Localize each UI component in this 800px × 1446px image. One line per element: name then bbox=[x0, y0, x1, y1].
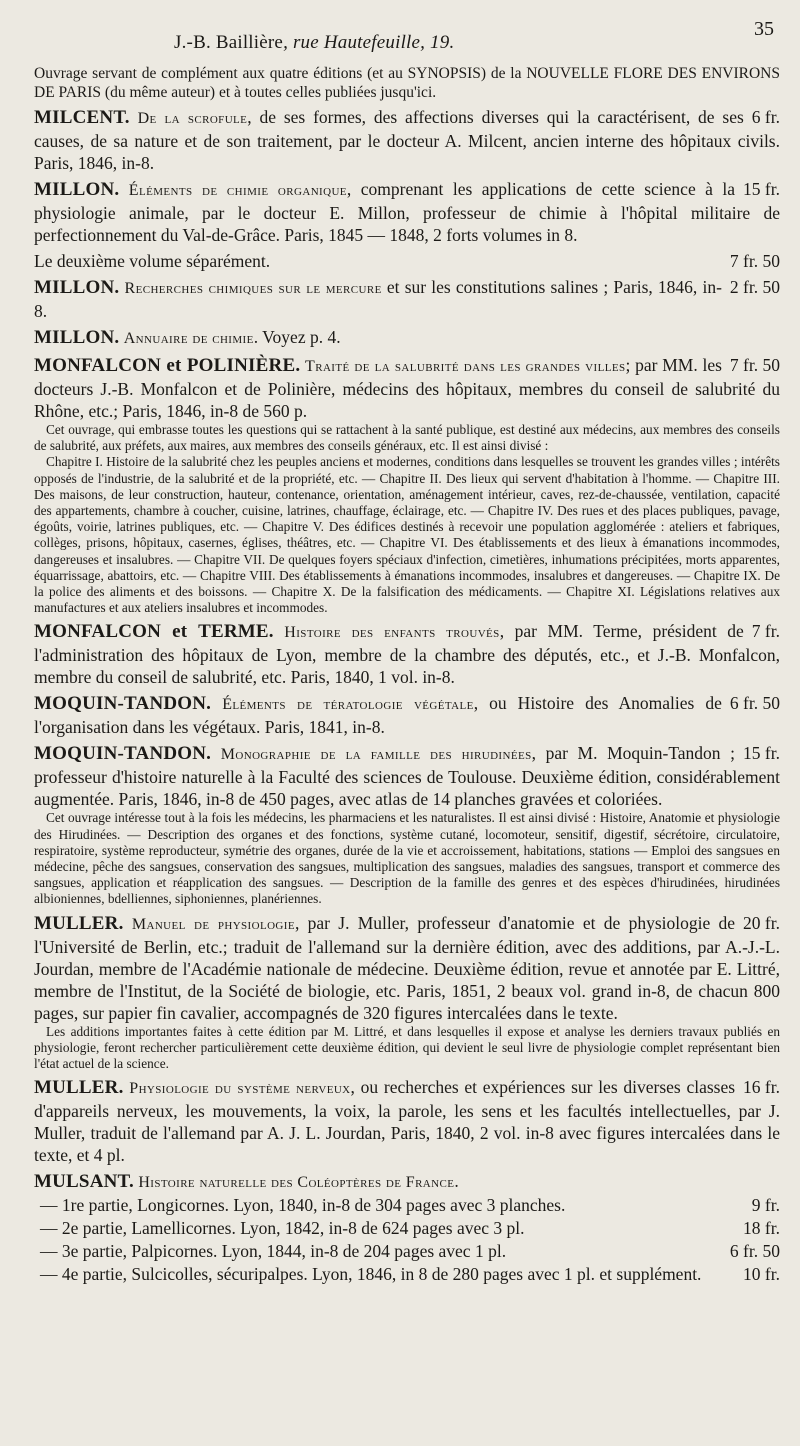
volume-text: — 3e partie, Palpicornes. Lyon, 1844, in-8 de 204 pages avec 1 pl. bbox=[40, 1241, 507, 1262]
entry-author: MILLON. bbox=[34, 179, 120, 200]
catalogue-entry bbox=[34, 326, 780, 350]
entry-author: MILLON. bbox=[34, 327, 120, 348]
entry-description: Cet ouvrage intéresse tout à la fois les médecins, les pharmaciens et les naturalistes. Il est ainsi divisé : Histoire, Anatomie et physiologie des Hirudinées. — Description des organes et des fonctions, système cutané, locomoteur, sensitif, digestif, sécrétoire, circulatoire, respiratoire, système reproducteur, symétrie des organes, durée de la vie et accroissement, habitations, stations — Emploi des sangsues en médecine, pêche des sangsues, conservation des sangsues, multiplication des sangsues, maladies des sangsues, transport et commerce des sangsues, application et réapplication des sangsues. — Description de la famille des genres et des espèces d'hirudinées, hirudinées albioniennes, bdelliennes, siphoniennes, planériennes. bbox=[34, 810, 780, 907]
entry-text: et sur les constitutions salines ; Paris, 1846, in-8. bbox=[34, 277, 722, 321]
entry-author: MONFALCON et POLINIÈRE. bbox=[34, 355, 301, 376]
entry-title: Annuaire de chimie bbox=[123, 330, 254, 347]
entry-author: MONFALCON et TERME. bbox=[34, 621, 274, 643]
publisher-line bbox=[174, 32, 454, 54]
catalogue-entries bbox=[34, 106, 780, 1194]
entry-author: MOQUIN-TANDON. bbox=[34, 693, 212, 715]
publisher-name: J.-B. Baillière bbox=[174, 32, 284, 53]
volume-text: — 1re partie, Longicornes. Lyon, 1840, in-8 de 304 pages avec 3 planches. bbox=[40, 1195, 566, 1216]
entry-price: 2 fr. 50 bbox=[729, 277, 780, 297]
entry-text: , par MM. Terme, président de l'administration des hôpitaux de Lyon, membre de la chambre des députés, etc., et J.-B. Monfalcon, membre du conseil de salubrité, etc. Paris, 1840, 1 vol. in-8. bbox=[34, 621, 780, 688]
volume-item bbox=[34, 1217, 780, 1240]
entry-text: . bbox=[454, 1171, 459, 1192]
entry-price: 7 fr. bbox=[751, 621, 780, 642]
publisher-address: , rue Hautefeuille, 19. bbox=[283, 32, 455, 53]
entry-text: , par J. Muller, professeur d'anatomie et de physiologie de l'Université de Berlin, etc.; traduit de l'allemand sur la dernière édition, avec des additions, par A.-J.-L. Jourdan, membre de l'Académie nationale de médecine. Deuxième édition, revue et annotée par E. Littré, membre de l'Institut, de la Société de biologie, etc. Paris, 1851, 2 beaux vol. grand in-8, de chacun 800 pages, sur papier fin cavalier, accompagnés de 320 figures intercalées dans le texte. bbox=[34, 912, 780, 1023]
entry-author: MULSANT. bbox=[34, 1171, 134, 1193]
entry-title: Histoire des enfants trouvés bbox=[284, 624, 500, 642]
volume-price: 6 fr. 50 bbox=[729, 1241, 780, 1262]
entry-text: , comprenant les applications de cette science à la physiologie animale, par le docteur E. Millon, professeur de chimie à l'hôpital militaire de perfectionnement du Val-de-Grâce. Paris, 1845 — 1848, 2 forts volumes in 8. bbox=[34, 179, 780, 245]
entry-author: MILLON. bbox=[34, 277, 120, 298]
catalogue-entry bbox=[34, 178, 780, 246]
entry-title: Manuel de physiologie bbox=[131, 915, 295, 933]
entry-description: Chapitre I. Histoire de la salubrité chez les peuples anciens et modernes, conditions dans lesquelles se trouvent les grandes villes ; intérêts opposés de l'industrie, de la salubrité et de la propriété, etc. — Chapitre II. Des lieux qui servent d'habitation à l'homme. — Chapitre III. Des maisons, de leur construction, hauteur, contenance, orientation, aménagement intérieur, caves, rez-de-chaussée, ventilation, capacité des appartements, chambre à coucher, cuisine, latrines, chauffage, éclairage, etc. — Chapitre IV. Des rues et des places publiques, pavage, égoûts, voirie, latrines publiques, etc. — Chapitre V. Des édifices destinés à recevoir une population agglomérée : ateliers et fabriques, collèges, prisons, hôpitaux, casernes, églises, théâtres, etc. — Chapitre VI. Des établissements et des lieux à émanations incommodes, dangereuses et insalubres. — Chapitre VII. De quelques foyers spéciaux d'infection, cimetières, inhumations précipitées, morts apparentes, équarrissage, abattoirs, etc. — Chapitre VIII. Des établissements à émanations incommodes, insalubres et dangereuses. — Chapitre IX. De la police des aliments et des boissons. — Chapitre X. De la falsification des médicaments. — Chapitre XI. Législations relatives aux manufactures et aux ateliers insalubres et incommodes. bbox=[34, 454, 780, 616]
entry-price: 6 fr. bbox=[751, 107, 780, 127]
entry-text: , par M. Moquin-Tandon ; professeur d'histoire naturelle à la Faculté des sciences de Toulouse. Deuxième édition, considérablement augmentée. Paris, 1846, in-8 de 450 pages, avec atlas de 14 planches gravées et coloriées. bbox=[34, 743, 780, 810]
entry-author: MULLER. bbox=[34, 912, 124, 934]
entry-text: . Voyez p. 4. bbox=[253, 327, 341, 347]
entry-title: Monographie de la famille des hirudinées bbox=[220, 746, 532, 764]
entry-title: Physiologie du système nerveux bbox=[129, 1080, 351, 1098]
volume-text: — 4e partie, Sulcicolles, sécuripalpes. Lyon, 1846, in 8 de 280 pages avec 1 pl. et supplément. bbox=[40, 1264, 702, 1285]
entry-price: 15 fr. bbox=[743, 179, 780, 199]
catalogue-entry bbox=[34, 1170, 780, 1194]
volume-price: 18 fr. bbox=[743, 1218, 780, 1239]
volume-item bbox=[34, 1240, 780, 1263]
catalogue-entry bbox=[34, 692, 780, 738]
volume-item bbox=[34, 1194, 780, 1217]
entry-author: MOQUIN-TANDON. bbox=[34, 743, 212, 765]
catalogue-entry bbox=[34, 912, 780, 1024]
catalogue-entry bbox=[34, 354, 780, 422]
entry-author: MULLER. bbox=[34, 1077, 124, 1099]
catalogue-entry bbox=[34, 742, 780, 810]
volume-text: — 2e partie, Lamellicornes. Lyon, 1842, in-8 de 624 pages avec 3 pl. bbox=[40, 1218, 525, 1239]
supplement-price: 7 fr. 50 bbox=[729, 251, 780, 271]
entry-title: Éléments de chimie organique bbox=[128, 182, 347, 199]
volume-price: 9 fr. bbox=[751, 1195, 780, 1216]
entry-description: Cet ouvrage, qui embrasse toutes les questions qui se rattachent à la santé publique, est destiné aux médecins, aux membres des conseils de salubrité, aux préfets, aux maires, aux membres des conseils généraux, etc. Il est ainsi divisé : bbox=[34, 422, 780, 454]
catalogue-entry bbox=[34, 1076, 780, 1166]
notice: Ouvrage servant de complément aux quatre éditions (et au SYNOPSIS) de la NOUVELLE FLORE DES ENVIRONS DE PARIS (du même auteur) et à toutes celles publiées jusqu'ici. bbox=[34, 65, 780, 101]
entry-price: 16 fr. bbox=[743, 1077, 780, 1098]
supplement-text: Le deuxième volume séparément. bbox=[34, 251, 271, 271]
entry-supplement bbox=[34, 250, 780, 272]
volume-price: 10 fr. bbox=[743, 1264, 780, 1285]
catalogue-entry bbox=[34, 276, 780, 322]
entry-price: 20 fr. bbox=[743, 912, 780, 933]
entry-title: Recherches chimiques sur le mercure bbox=[124, 280, 382, 297]
entry-text: , ou recherches et expériences sur les diverses classes d'appareils nerveux, les mouvements, la voix, la parole, les sens et les facultés intellectuelles, par J. Muller, traduit de l'allemand par A. J. L. Jourdan, Paris, 1840, 2 vol. in-8 avec figures intercalées dans le texte, et 4 pl. bbox=[34, 1077, 780, 1166]
entry-author: MILCENT. bbox=[34, 107, 130, 128]
entry-text: , ou Histoire des Anomalies de l'organisation dans les végétaux. Paris, 1841, in-8. bbox=[34, 693, 722, 738]
entry-title: Histoire naturelle des Coléoptères de France bbox=[138, 1174, 455, 1192]
running-head bbox=[34, 18, 780, 58]
catalogue-entry bbox=[34, 106, 780, 174]
volume-list bbox=[34, 1194, 780, 1286]
entry-price: 6 fr. 50 bbox=[729, 693, 780, 714]
volume-item bbox=[34, 1263, 780, 1286]
page-number: 35 bbox=[754, 18, 774, 40]
entry-price: 15 fr. bbox=[743, 743, 780, 764]
entry-title: Éléments de tératologie végétale bbox=[222, 696, 474, 714]
entry-price: 7 fr. 50 bbox=[729, 355, 780, 375]
entry-title: Traité de la salubrité dans les grandes villes bbox=[305, 358, 626, 375]
catalogue-entry bbox=[34, 620, 780, 688]
entry-text: , de ses formes, des affections diverses qui la caractérisent, de ses causes, de sa nature et de son traitement, par le docteur A. Milcent, ancien interne des hôpitaux civils. Paris, 1846, in-8. bbox=[34, 107, 780, 173]
entry-text: ; par MM. les docteurs J.-B. Monfalcon et de Polinière, médecins des hôpitaux, membres du conseil de salubrité du Rhône, etc.; Paris, 1846, in-8 de 560 p. bbox=[34, 355, 780, 421]
entry-title: De la scrofule bbox=[137, 110, 248, 127]
entry-description: Les additions importantes faites à cette édition par M. Littré, et dans lesquelles il expose et analyse les derniers travaux publiés en physiologie, feront rechercher particulièrement cette deuxième édition, qui devient le seul livre de physiologie complet représentant bien l'état actuel de la science. bbox=[34, 1023, 780, 1072]
